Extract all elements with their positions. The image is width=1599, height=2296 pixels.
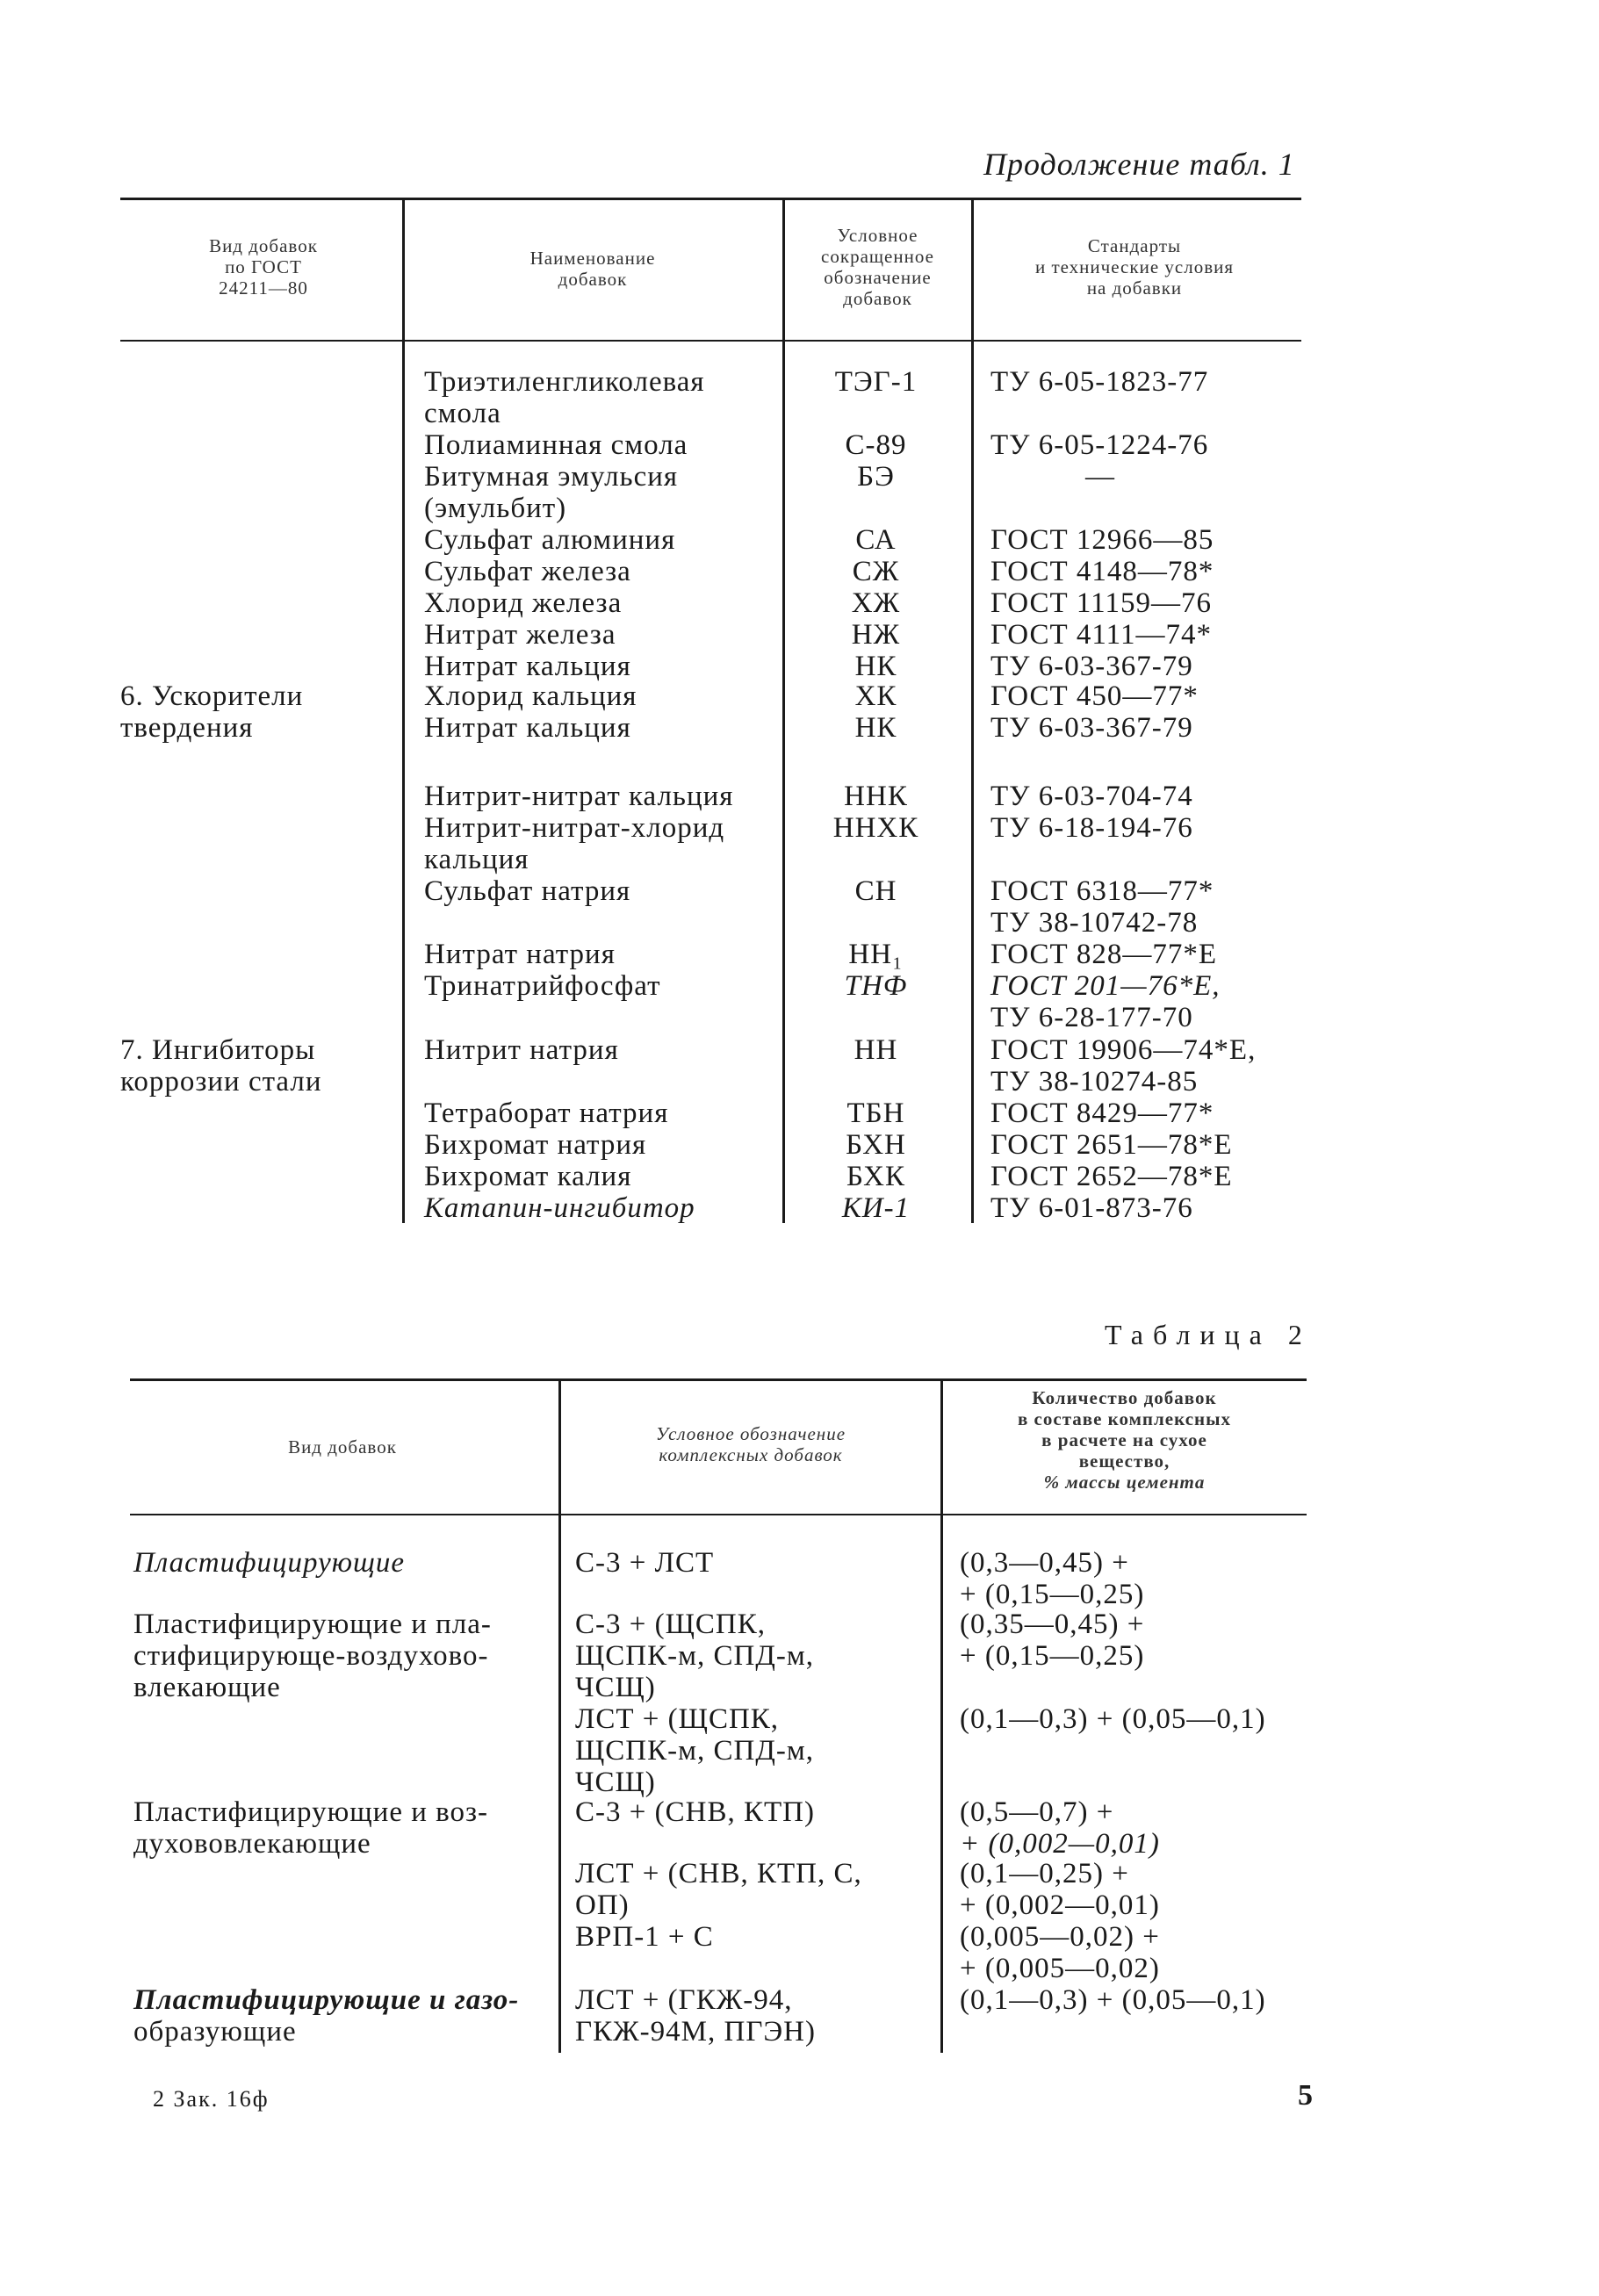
table2-row-quantity: (0,35—0,45) + + (0,15—0,25) [960, 1609, 1145, 1672]
table1-row-code: ХК [854, 680, 897, 712]
table1-group-accelerators: 6. Ускорители твердения [120, 680, 304, 744]
table2-row-designation: С-3 + (СНВ, КТП) [575, 1796, 815, 1828]
table2-row-designation: ВРП-1 + С [575, 1921, 714, 1953]
table1-row-standard: ГОСТ 12966—85 [990, 524, 1214, 556]
table1-row-code: С-89 [845, 429, 907, 461]
footer-order-note: 2 Зак. 16ф [153, 2086, 270, 2112]
table1-row-name: Тетраборат натрия [424, 1098, 669, 1129]
table1-row-code: НК [854, 651, 897, 682]
table1-row-name: Катапин-ингибитор [424, 1192, 695, 1224]
table2-row-designation: С-3 + (ЩСПК, ЩСПК-м, СПД-м, ЧСЩ) [575, 1609, 814, 1703]
table1-row-name: Нитрат натрия [424, 939, 616, 970]
table1-col-divider [782, 198, 785, 1223]
table1-row-standard: ТУ 6-01-873-76 [990, 1192, 1193, 1224]
table1-row-standard: ГОСТ 2651—78*Е [990, 1129, 1233, 1161]
table2-group-plasticizing: Пластифицирующие [133, 1547, 406, 1579]
table2-top-rule [130, 1378, 1307, 1381]
table1-row-name: Сульфат железа [424, 556, 631, 587]
table1-row-name: Нитрат кальция [424, 712, 631, 744]
table1-header-code: Условное сокращенное обозначение добавок [821, 225, 934, 309]
table2-header-designation: Условное обозначение комплексных добавок [655, 1423, 846, 1465]
table1-row-name: Битумная эмульсия (эмульбит) [424, 461, 679, 524]
table2-row-quantity: (0,1—0,25) + + (0,002—0,01) [960, 1858, 1160, 1921]
table1-col-divider [402, 198, 405, 1223]
table1-row-standard: — [1085, 461, 1115, 493]
table1-header-standards: Стандарты и технические условия на добавки [1034, 235, 1235, 299]
table2-col-divider [558, 1378, 561, 2053]
table2-col-divider [940, 1378, 943, 2053]
table1-row-code: ХЖ [851, 587, 901, 619]
table1-row-name: Хлорид железа [424, 587, 623, 619]
table1-row-code: БХН [846, 1129, 906, 1161]
table1-row-standard: ТУ 6-03-367-79 [990, 651, 1193, 682]
table1-row-standard: ТУ 6-18-194-76 [990, 812, 1193, 844]
table2-row-quantity: (0,1—0,3) + (0,05—0,1) [960, 1703, 1266, 1735]
table1-row-standard: ГОСТ 4148—78* [990, 556, 1214, 587]
table1-row-code: СА [855, 524, 897, 556]
table1-header-name: Наименование добавок [529, 248, 656, 290]
table1-row-code: ТНФ [844, 970, 908, 1002]
table1-row-name: Нитрат кальция [424, 651, 631, 682]
table2-row-designation: С-3 + ЛСТ [575, 1547, 715, 1579]
page-number: 5 [1298, 2079, 1313, 2112]
table1-row-name: Хлорид кальция [424, 680, 637, 712]
table1-row-standard: ТУ 6-05-1823-77 [990, 366, 1209, 398]
table1-row-standard: ГОСТ 2652—78*Е [990, 1161, 1233, 1192]
table1-row-name: Тринатрийфосфат [424, 970, 661, 1002]
table1-row-standard: ГОСТ 6318—77* ТУ 38-10742-78 [990, 875, 1214, 939]
table1-row-standard: ГОСТ 450—77* [990, 680, 1199, 712]
table2-header-quantity: Количество добавок в составе комплексных в расчете на сухое вещество, % массы цемента [1017, 1387, 1232, 1493]
table2-header-type: Вид добавок [288, 1436, 397, 1457]
table1-row-name: Бихромат натрия [424, 1129, 647, 1161]
table1-row-code: НЖ [851, 619, 901, 651]
table1-col-divider [971, 198, 974, 1223]
table1-row-code: НН₁ [848, 939, 904, 970]
table1-row-code: НН [854, 1034, 898, 1066]
table1-row-code: СЖ [852, 556, 900, 587]
table1-row-code: КИ-1 [841, 1192, 911, 1224]
table1-row-standard: ГОСТ 4111—74* [990, 619, 1212, 651]
table1-row-code: ННК [844, 781, 908, 812]
table1-caption: Продолжение табл. 1 [983, 147, 1295, 182]
table1-row-standard: ТУ 6-03-704-74 [990, 781, 1193, 812]
table1-row-name: Полиаминная смола [424, 429, 688, 461]
table1-row-standard: ТУ 6-03-367-79 [990, 712, 1193, 744]
table2-row-quantity: (0,5—0,7) + + (0,002—0,01) [960, 1796, 1160, 1860]
table2-group-plasticizing-air-entraining: Пластифицирующие и пла- стифицирующе-воздухово- влекающие [133, 1609, 492, 1703]
table2-header-rule [130, 1514, 1307, 1515]
table1-row-name: Нитрит-нитрат кальция [424, 781, 734, 812]
table1-row-code: ННХК [832, 812, 919, 844]
table1-row-standard: ГОСТ 19906—74*Е, ТУ 38-10274-85 [990, 1034, 1257, 1098]
table2-row-quantity: (0,005—0,02) + + (0,005—0,02) [960, 1921, 1160, 1984]
table1-row-code: БЭ [857, 461, 895, 493]
table1-row-name: Триэтиленгликолевая смола [424, 366, 705, 429]
table1-row-standard: ГОСТ 828—77*Е [990, 939, 1218, 970]
table1-row-name: Сульфат алюминия [424, 524, 676, 556]
table2-row-designation: ЛСТ + (ГКЖ-94, ГКЖ-94М, ПГЭН) [575, 1984, 817, 2048]
table1-header-type: Вид добавок по ГОСТ 24211—80 [209, 235, 318, 299]
table2-row-designation: ЛСТ + (ЩСПК, ЩСПК-м, СПД-м, ЧСЩ) [575, 1703, 814, 1798]
table2-caption: Таблица 2 [1105, 1319, 1312, 1350]
table1-row-standard: ГОСТ 8429—77* [990, 1098, 1214, 1129]
table1-row-code: БХК [846, 1161, 905, 1192]
table1-row-name: Сульфат натрия [424, 875, 631, 907]
table1-header-rule [120, 340, 1301, 342]
table1-row-name: Нитрат железа [424, 619, 616, 651]
table2-row-quantity: (0,1—0,3) + (0,05—0,1) [960, 1984, 1266, 2016]
table1-row-code: СН [854, 875, 897, 907]
table1-row-standard: ТУ 6-05-1224-76 [990, 429, 1209, 461]
table1-row-code: ТЭГ-1 [834, 366, 918, 398]
table2-group-plasticizing-and-air: Пластифицирующие и воз- духововлекающие [133, 1796, 489, 1860]
table1-top-rule [120, 198, 1301, 200]
table2-group-plasticizing-gas: Пластифицирующие и газо- образующие [133, 1984, 520, 2048]
table1-row-name: Бихромат калия [424, 1161, 632, 1192]
table1-row-code: НК [854, 712, 897, 744]
table1-group-inhibitors: 7. Ингибиторы коррозии стали [120, 1034, 322, 1098]
table1-row-code: ТБН [846, 1098, 905, 1129]
table1-row-standard: ГОСТ 11159—76 [990, 587, 1212, 619]
table1-row-name: Нитрит-нитрат-хлорид кальция [424, 812, 725, 875]
table1-row-standard: ГОСТ 201—76*Е, ТУ 6-28-177-70 [990, 970, 1221, 1033]
table1-row-name: Нитрит натрия [424, 1034, 619, 1066]
table2-row-quantity: (0,3—0,45) + + (0,15—0,25) [960, 1547, 1145, 1610]
table2-row-designation: ЛСТ + (СНВ, КТП, С, ОП) [575, 1858, 862, 1921]
